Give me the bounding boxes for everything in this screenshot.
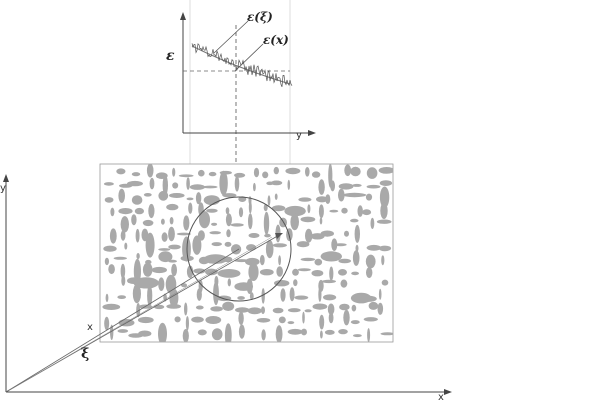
inclusion-ellipse [248,263,258,281]
inclusion-ellipse [271,181,283,186]
inclusion-ellipse [321,231,334,237]
inclusion-ellipse [213,281,219,305]
inclusion-ellipse [249,233,260,238]
inclusion-ellipse [212,328,223,340]
inclusion-ellipse [323,294,336,300]
inclusion-ellipse [138,331,151,337]
inclusion-ellipse [320,217,323,224]
inclusion-ellipse [183,329,189,343]
inclusion-ellipse [350,219,358,223]
inclusion-ellipse [196,192,201,204]
inclusion-ellipse [170,217,174,224]
inclusion-ellipse [319,204,324,218]
inclusion-ellipse [209,231,221,234]
inclusion-ellipse [228,278,231,286]
inclusion-ellipse [235,176,240,192]
inclusion-ellipse [261,329,265,340]
inclusion-ellipse [186,177,190,190]
inclusion-ellipse [382,280,389,286]
inclusion-ellipse [179,174,194,177]
main-y-axis-label: y [0,183,6,194]
inclusion-ellipse [364,317,378,321]
inclusion-ellipse [239,207,243,217]
inclusion-ellipse [105,258,109,265]
inclusion-ellipse [150,178,155,190]
inclusion-ellipse [143,263,153,277]
inclusion-ellipse [352,305,357,312]
inclusion-ellipse [110,228,117,243]
inclusion-ellipse [169,193,185,198]
inclusion-ellipse [187,198,194,201]
inclusion-ellipse [154,305,164,309]
inclusion-ellipse [338,259,351,264]
inclusion-ellipse [276,266,283,277]
inclusion-ellipse [288,329,303,335]
inclusion-ellipse [343,193,367,197]
inclusion-ellipse [312,270,324,276]
inclusion-ellipse [131,214,136,225]
inclusion-ellipse [361,296,377,302]
inclusion-ellipse [209,172,217,176]
inclusion-ellipse [301,217,316,223]
inclusion-ellipse [223,257,232,263]
inclusion-ellipse [118,329,129,333]
inset-y-axis-label: ε [166,48,175,64]
inclusion-ellipse [254,168,259,178]
inclusion-ellipse [312,171,320,177]
inclusion-ellipse [353,334,362,337]
inclusion-ellipse [102,304,120,310]
inclusion-ellipse [344,165,351,177]
inclusion-ellipse [197,288,202,301]
inclusion-ellipse [329,267,333,281]
inclusion-ellipse [257,318,271,323]
inclusion-ellipse [121,216,129,232]
inclusion-ellipse [158,191,168,201]
inclusion-ellipse [288,180,291,190]
inclusion-ellipse [218,269,241,278]
inclusion-ellipse [239,325,245,339]
inclusion-ellipse [339,183,354,189]
inclusion-ellipse [325,194,330,204]
inclusion-ellipse [313,304,328,310]
inclusion-ellipse [161,219,165,225]
inclusion-ellipse [171,264,177,276]
inclusion-ellipse [369,302,379,310]
inclusion-ellipse [108,264,115,274]
inclusion-ellipse [379,246,391,252]
inclusion-ellipse [260,269,274,275]
main-y-axis-arrow [3,174,9,182]
inclusion-ellipse [172,168,175,177]
inclusion-ellipse [351,320,360,324]
inclusion-ellipse [262,172,268,179]
inset-y-axis-arrow [180,12,186,20]
inclusion-ellipse [322,280,336,283]
inclusion-ellipse [352,184,362,187]
inclusion-ellipse [261,306,265,314]
inclusion-ellipse [196,306,204,310]
inclusion-ellipse [166,304,181,309]
inclusion-ellipse [297,241,310,247]
inclusion-ellipse [211,223,217,226]
inclusion-ellipse [379,289,382,300]
inclusion-ellipse [366,255,376,269]
inclusion-ellipse [355,225,360,243]
inclusion-ellipse [343,310,349,326]
curve-label-xi: ε(ξ) [247,10,273,24]
inclusion-ellipse [290,287,295,301]
inclusion-ellipse [253,183,256,191]
inclusion-ellipse [186,316,189,330]
inclusion-ellipse [204,195,220,205]
inclusion-ellipse [147,285,152,307]
inclusion-ellipse [183,215,189,230]
inclusion-ellipse [367,328,370,342]
inclusion-ellipse [136,229,140,243]
inclusion-ellipse [321,251,342,261]
inclusion-ellipse [248,213,253,229]
inclusion-ellipse [138,317,154,323]
inclusion-ellipse [315,259,323,266]
inclusion-ellipse [226,229,230,237]
inclusion-ellipse [367,185,381,189]
inclusion-ellipse [318,179,324,195]
inclusion-ellipse [238,312,243,325]
inclusion-ellipse [198,329,207,335]
inclusion-ellipse [121,276,125,286]
inclusion-ellipse [325,330,335,335]
vector-x-label: x [87,322,93,333]
inclusion-ellipse [366,194,372,201]
inclusion-ellipse [318,287,321,302]
inclusion-ellipse [358,205,363,217]
inclusion-ellipse [143,220,154,226]
inclusion-ellipse [144,193,152,197]
inclusion-ellipse [121,230,126,240]
inclusion-ellipse [288,321,295,324]
inclusion-ellipse [132,195,143,205]
inclusion-ellipse [344,231,349,237]
inclusion-ellipse [380,180,392,186]
inclusion-ellipse [175,316,181,322]
inclusion-ellipse [127,181,143,186]
inclusion-ellipse [184,303,187,316]
inclusion-ellipse [247,279,253,294]
inclusion-ellipse [273,243,287,247]
inclusion-ellipse [117,295,126,299]
inclusion-ellipse [225,242,232,247]
inclusion-ellipse [106,294,109,302]
inclusion-ellipse [305,309,312,312]
inclusion-ellipse [198,170,205,177]
inclusion-ellipse [168,245,180,250]
inclusion-ellipse [353,250,360,266]
inclusion-ellipse [279,317,286,324]
inclusion-ellipse [371,218,375,229]
inclusion-ellipse [274,167,279,174]
inclusion-ellipse [362,209,371,215]
inclusion-ellipse [162,232,168,242]
inclusion-ellipse [273,308,284,314]
inclusion-ellipse [288,308,301,312]
inclusion-ellipse [264,234,271,238]
inclusion-ellipse [219,171,227,196]
inclusion-ellipse [339,304,350,311]
inclusion-ellipse [278,255,281,265]
inclusion-ellipse [147,164,154,178]
inclusion-ellipse [191,317,204,323]
inclusion-ellipse [172,182,178,188]
inclusion-ellipse [294,296,308,300]
inclusion-ellipse [302,312,305,324]
inclusion-ellipse [341,208,347,214]
inset-x-axis-arrow [308,130,316,136]
inclusion-ellipse [381,255,384,265]
inclusion-ellipse [307,204,310,213]
inclusion-ellipse [136,253,139,259]
inclusion-ellipse [351,272,359,276]
inclusion-ellipse [335,243,347,246]
inclusion-ellipse [158,277,164,291]
inclusion-ellipse [124,243,127,250]
inclusion-ellipse [380,332,394,335]
inclusion-ellipse [234,173,245,178]
inclusion-ellipse [103,246,116,252]
main-x-axis-arrow [444,389,452,395]
inclusion-ellipse [248,307,262,314]
inclusion-ellipse [135,208,144,214]
inclusion-ellipse [293,279,297,286]
inclusion-ellipse [280,288,285,302]
inclusion-ellipse [168,227,175,242]
inclusion-ellipse [168,260,177,263]
inclusion-ellipse [338,269,347,276]
inclusion-ellipse [235,307,250,312]
inclusion-ellipse [350,167,360,177]
inclusion-ellipse [301,258,316,261]
inclusion-ellipse [264,212,269,235]
inclusion-ellipse [377,220,392,224]
inclusion-ellipse [380,202,387,219]
inclusion-ellipse [298,197,311,201]
inclusion-ellipse [246,244,256,251]
inclusion-ellipse [378,303,384,315]
inclusion-ellipse [320,331,323,339]
inclusion-ellipse [105,197,114,203]
inclusion-ellipse [260,255,265,265]
inclusion-ellipse [226,213,232,226]
inclusion-ellipse [319,315,324,330]
inclusion-ellipse [285,168,300,174]
curve-label-x: ε(x) [263,33,289,47]
inclusion-ellipse [188,203,192,214]
inclusion-ellipse [110,208,114,217]
inclusion-ellipse [118,189,125,203]
inclusion-ellipse [104,317,109,330]
inclusion-ellipse [205,316,221,324]
vector-xi-label: ξ [81,346,90,362]
inclusion-ellipse [329,210,338,213]
inclusion-ellipse [212,242,222,246]
inclusion-ellipse [148,204,154,218]
inclusion-ellipse [268,195,271,206]
inclusion-ellipse [266,240,274,258]
inclusion-ellipse [203,186,218,189]
inclusion-ellipse [290,214,299,231]
material-sample [100,163,395,347]
inclusion-ellipse [341,280,348,288]
inclusion-ellipse [366,267,372,278]
fluctuating-curve [192,43,292,86]
main-x-axis-label: x [438,392,444,403]
inclusion-ellipse [237,296,245,300]
inclusion-ellipse [158,323,167,345]
inclusion-ellipse [276,325,283,343]
inset-x-axis-label: y [296,130,302,141]
inclusion-ellipse [118,208,132,214]
inclusion-ellipse [298,268,311,271]
inclusion-ellipse [231,223,244,226]
inclusion-ellipse [301,329,307,336]
inclusion-ellipse [114,257,127,260]
inclusion-ellipse [379,167,395,174]
inclusion-ellipse [132,172,140,176]
inclusion-ellipse [166,204,178,210]
label-leader-xi [214,21,248,53]
inclusion-ellipse [104,182,114,186]
inclusion-ellipse [210,306,223,311]
inclusion-ellipse [367,167,378,179]
inclusion-ellipse [222,302,234,311]
inclusion-ellipse [329,312,334,323]
inclusion-ellipse [330,180,335,191]
inclusion-ellipse [226,207,230,214]
inclusion-ellipse [275,194,278,200]
inclusion-ellipse [305,167,310,177]
inclusion-ellipse [133,284,141,303]
inclusion-ellipse [152,267,167,273]
inclusion-ellipse [192,236,201,255]
inclusion-ellipse [206,209,218,213]
inclusion-ellipse [116,168,125,174]
inclusion-ellipse [225,323,232,347]
inclusion-ellipse [338,329,348,334]
inclusion-ellipse [249,201,252,213]
inclusion-ellipse [158,248,170,251]
inclusion-ellipse [146,233,155,258]
